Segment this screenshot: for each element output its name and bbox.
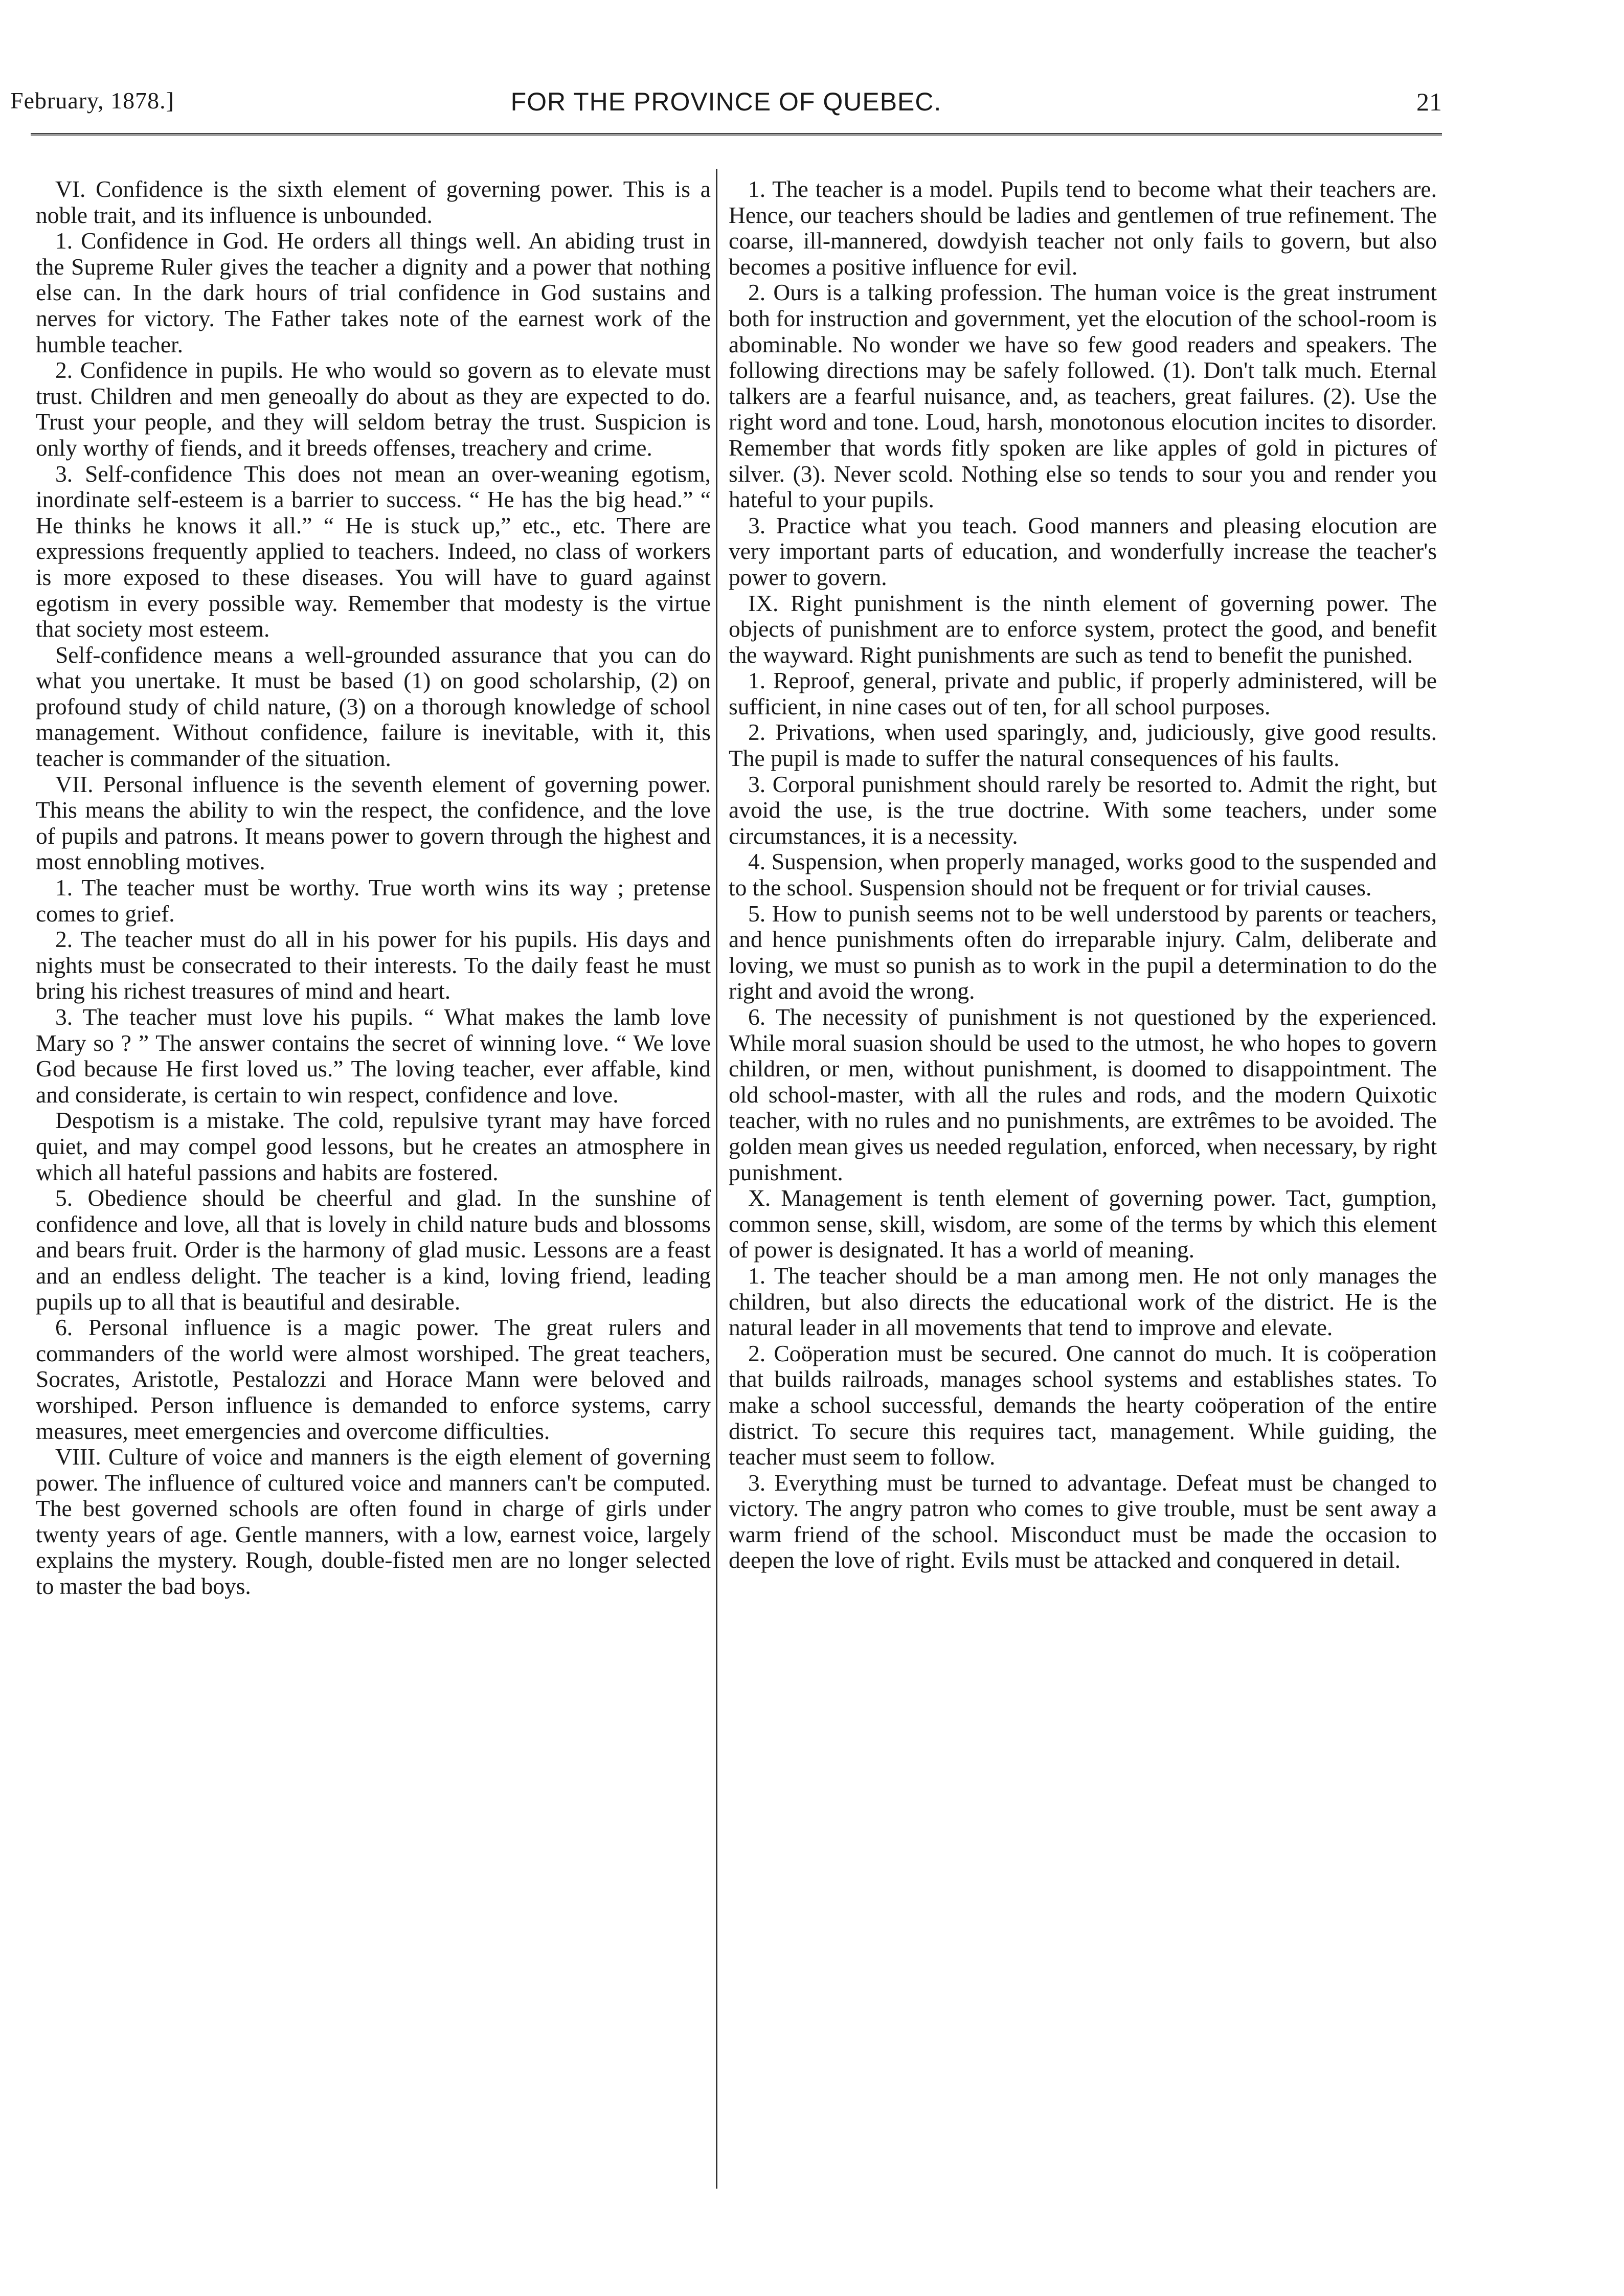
- page-number: 21: [1416, 87, 1442, 116]
- paragraph: VI. Confidence is the sixth element of governing power. This is a noble trait, and its influence is unbounded.: [36, 176, 711, 228]
- paragraph: 5. How to punish seems not to be well understood by parents or teachers, and hence punishments often do irreparable injury. Calm, deliberate and loving, we must so punish as to work in the pupil a determination to do the right and avoid the wrong.: [729, 900, 1437, 1004]
- paragraph: 2. The teacher must do all in his power for his pupils. His days and nights must be consecrated to their interests. To the daily feast he must bring his richest treasures of mind and heart.: [36, 926, 711, 1004]
- paragraph: 1. Confidence in God. He orders all things well. An abiding trust in the Supreme Ruler gives the teacher a dignity and a power that nothing else can. In the dark hours of trial confidence in God sustains and nerves for victory. The Father takes note of the earnest work of the humble teacher.: [36, 228, 711, 357]
- paragraph: 4. Suspension, when properly managed, works good to the suspended and to the school. Suspension should not be frequent or for trivial causes.: [729, 848, 1437, 901]
- paragraph: 1. Reproof, general, private and public, if properly administered, will be sufficient, in nine cases out of ten, for all school purposes.: [729, 667, 1437, 719]
- paragraph: 6. Personal influence is a magic power. The great rulers and commanders of the world were almost worshiped. The great teachers, Socrates, Aristotle, Pestalozzi and Horace Mann were beloved and worshiped. Person influence is demanded to enforce systems, carry measures, meet emergencies and overcome difficulties.: [36, 1314, 711, 1444]
- paragraph: 3. The teacher must love his pupils. “ What makes the lamb love Mary so ? ” The answer contains the secret of winning love. “ We love God because He first loved us.” The loving teacher, ever affable, kind and considerate, is certain to win respect, confidence and love.: [36, 1004, 711, 1108]
- paragraph: 2. Coöperation must be secured. One cannot do much. It is coöperation that builds railroads, manages school systems and establishes states. To make a school successful, demands the hearty coöperation of the entire district. To secure this requires tact, management. While guiding, the teacher must seem to follow.: [729, 1340, 1437, 1470]
- paragraph: VIII. Culture of voice and manners is the eigth element of governing power. The influence of cultured voice and manners can't be computed. The best governed schools are often found in charge of girls under twenty years of age. Gentle manners, with a low, earnest voice, largely explains the mystery. Rough, double-fisted men are no longer selected to master the bad boys.: [36, 1444, 711, 1600]
- column-divider: [716, 169, 717, 2189]
- right-column: [729, 176, 1437, 1573]
- page-header: [10, 87, 1442, 133]
- paragraph: 1. The teacher must be worthy. True worth wins its way ; pretense comes to grief.: [36, 874, 711, 927]
- paragraph: Self-confidence means a well-grounded assurance that you can do what you unertake. It must be based (1) on good scholarship, (2) on profound study of child nature, (3) on a thorough knowledge of school management. Without confidence, failure is inevitable, with it, this teacher is commander of the situation.: [36, 641, 711, 772]
- paragraph: VII. Personal influence is the seventh element of governing power. This means the ability to win the respect, the confidence, and the love of pupils and patrons. It means power to govern through the highest and most ennobling motives.: [36, 771, 711, 875]
- paragraph: 3. Self-confidence This does not mean an over-weaning egotism, inordinate self-esteem is a barrier to success. “ He has the big head.” “ He thinks he knows it all.” “ He is stuck up,” etc., etc. There are expressions frequently applied to teachers. Indeed, no class of workers is more exposed to these diseases. You will have to guard against egotism in every possible way. Remember that modesty is the virtue that society most esteem.: [36, 460, 711, 642]
- header-rule: [31, 133, 1442, 136]
- paragraph: 1. The teacher should be a man among men. He not only manages the children, but also directs the educational work of the district. He is the natural leader in all movements that tend to improve and elevate.: [729, 1262, 1437, 1341]
- paragraph: 2. Privations, when used sparingly, and, judiciously, give good results. The pupil is made to suffer the natural consequences of his faults.: [729, 719, 1437, 772]
- issue-date: February, 1878.]: [10, 87, 174, 114]
- paragraph: 3. Everything must be turned to advantage. Defeat must be changed to victory. The angry patron who comes to give trouble, must be sent away a warm friend of the school. Misconduct must be made the occasion to deepen the love of right. Evils must be attacked and conquered in detail.: [729, 1469, 1437, 1573]
- left-column: [36, 176, 711, 1600]
- paragraph: 5. Obedience should be cheerful and glad. In the sunshine of confidence and love, all that is lovely in child nature buds and blossoms and bears fruit. Order is the harmony of glad music. Lessons are a feast and an endless delight. The teacher is a kind, loving friend, leading pupils up to all that is beautiful and desirable.: [36, 1185, 711, 1315]
- running-title: FOR THE PROVINCE OF QUEBEC.: [510, 87, 942, 116]
- paragraph: 1. The teacher is a model. Pupils tend to become what their teachers are. Hence, our teachers should be ladies and gentlemen of true refinement. The coarse, ill-mannered, dowdyish teacher not only fails to govern, but also becomes a positive influence for evil.: [729, 176, 1437, 280]
- paragraph: X. Management is tenth element of governing power. Tact, gumption, common sense, skill, wisdom, are some of the terms by which this element of power is designated. It has a world of meaning.: [729, 1185, 1437, 1263]
- paragraph: Despotism is a mistake. The cold, repulsive tyrant may have forced quiet, and may compel good lessons, but he creates an atmosphere in which all hateful passions and habits are fostered.: [36, 1107, 711, 1185]
- paragraph: 2. Ours is a talking profession. The human voice is the great instrument both for instruction and government, yet the elocution of the school-room is abominable. No wonder we have so few good readers and speakers. The following directions may be safely followed. (1). Don't talk much. Eternal talkers are a fearful nuisance, and, as teachers, great failures. (2). Use the right word and tone. Loud, harsh, monotonous elocution incites to disorder. Remember that words fitly spoken are like apples of gold in pictures of silver. (3). Never scold. Nothing else so tends to sour you and render you hateful to your pupils.: [729, 279, 1437, 513]
- paragraph: 3. Practice what you teach. Good manners and pleasing elocution are very important parts of education, and wonderfully increase the teacher's power to govern.: [729, 512, 1437, 590]
- paragraph: 2. Confidence in pupils. He who would so govern as to elevate must trust. Children and men geneoally do about as they are expected to do. Trust your people, and they will seldom betray the trust. Suspicion is only worthy of fiends, and it breeds offenses, treachery and crime.: [36, 357, 711, 461]
- paragraph: 6. The necessity of punishment is not questioned by the experienced. While moral suasion should be used to the utmost, he who hopes to govern children, or men, without punishment, is doomed to disappointment. The old school-master, with all the rules and rods, and the modern Quixotic teacher, with no rules and no punishments, are extrêmes to be avoided. The golden mean gives us needed regulation, enforced, when necessary, by right punishment.: [729, 1004, 1437, 1185]
- paragraph: IX. Right punishment is the ninth element of governing power. The objects of punishment are to enforce system, protect the good, and benefit the wayward. Right punishments are such as tend to benefit the punished.: [729, 590, 1437, 668]
- paragraph: 3. Corporal punishment should rarely be resorted to. Admit the right, but avoid the use, is the true doctrine. With some teachers, under some circumstances, it is a necessity.: [729, 771, 1437, 849]
